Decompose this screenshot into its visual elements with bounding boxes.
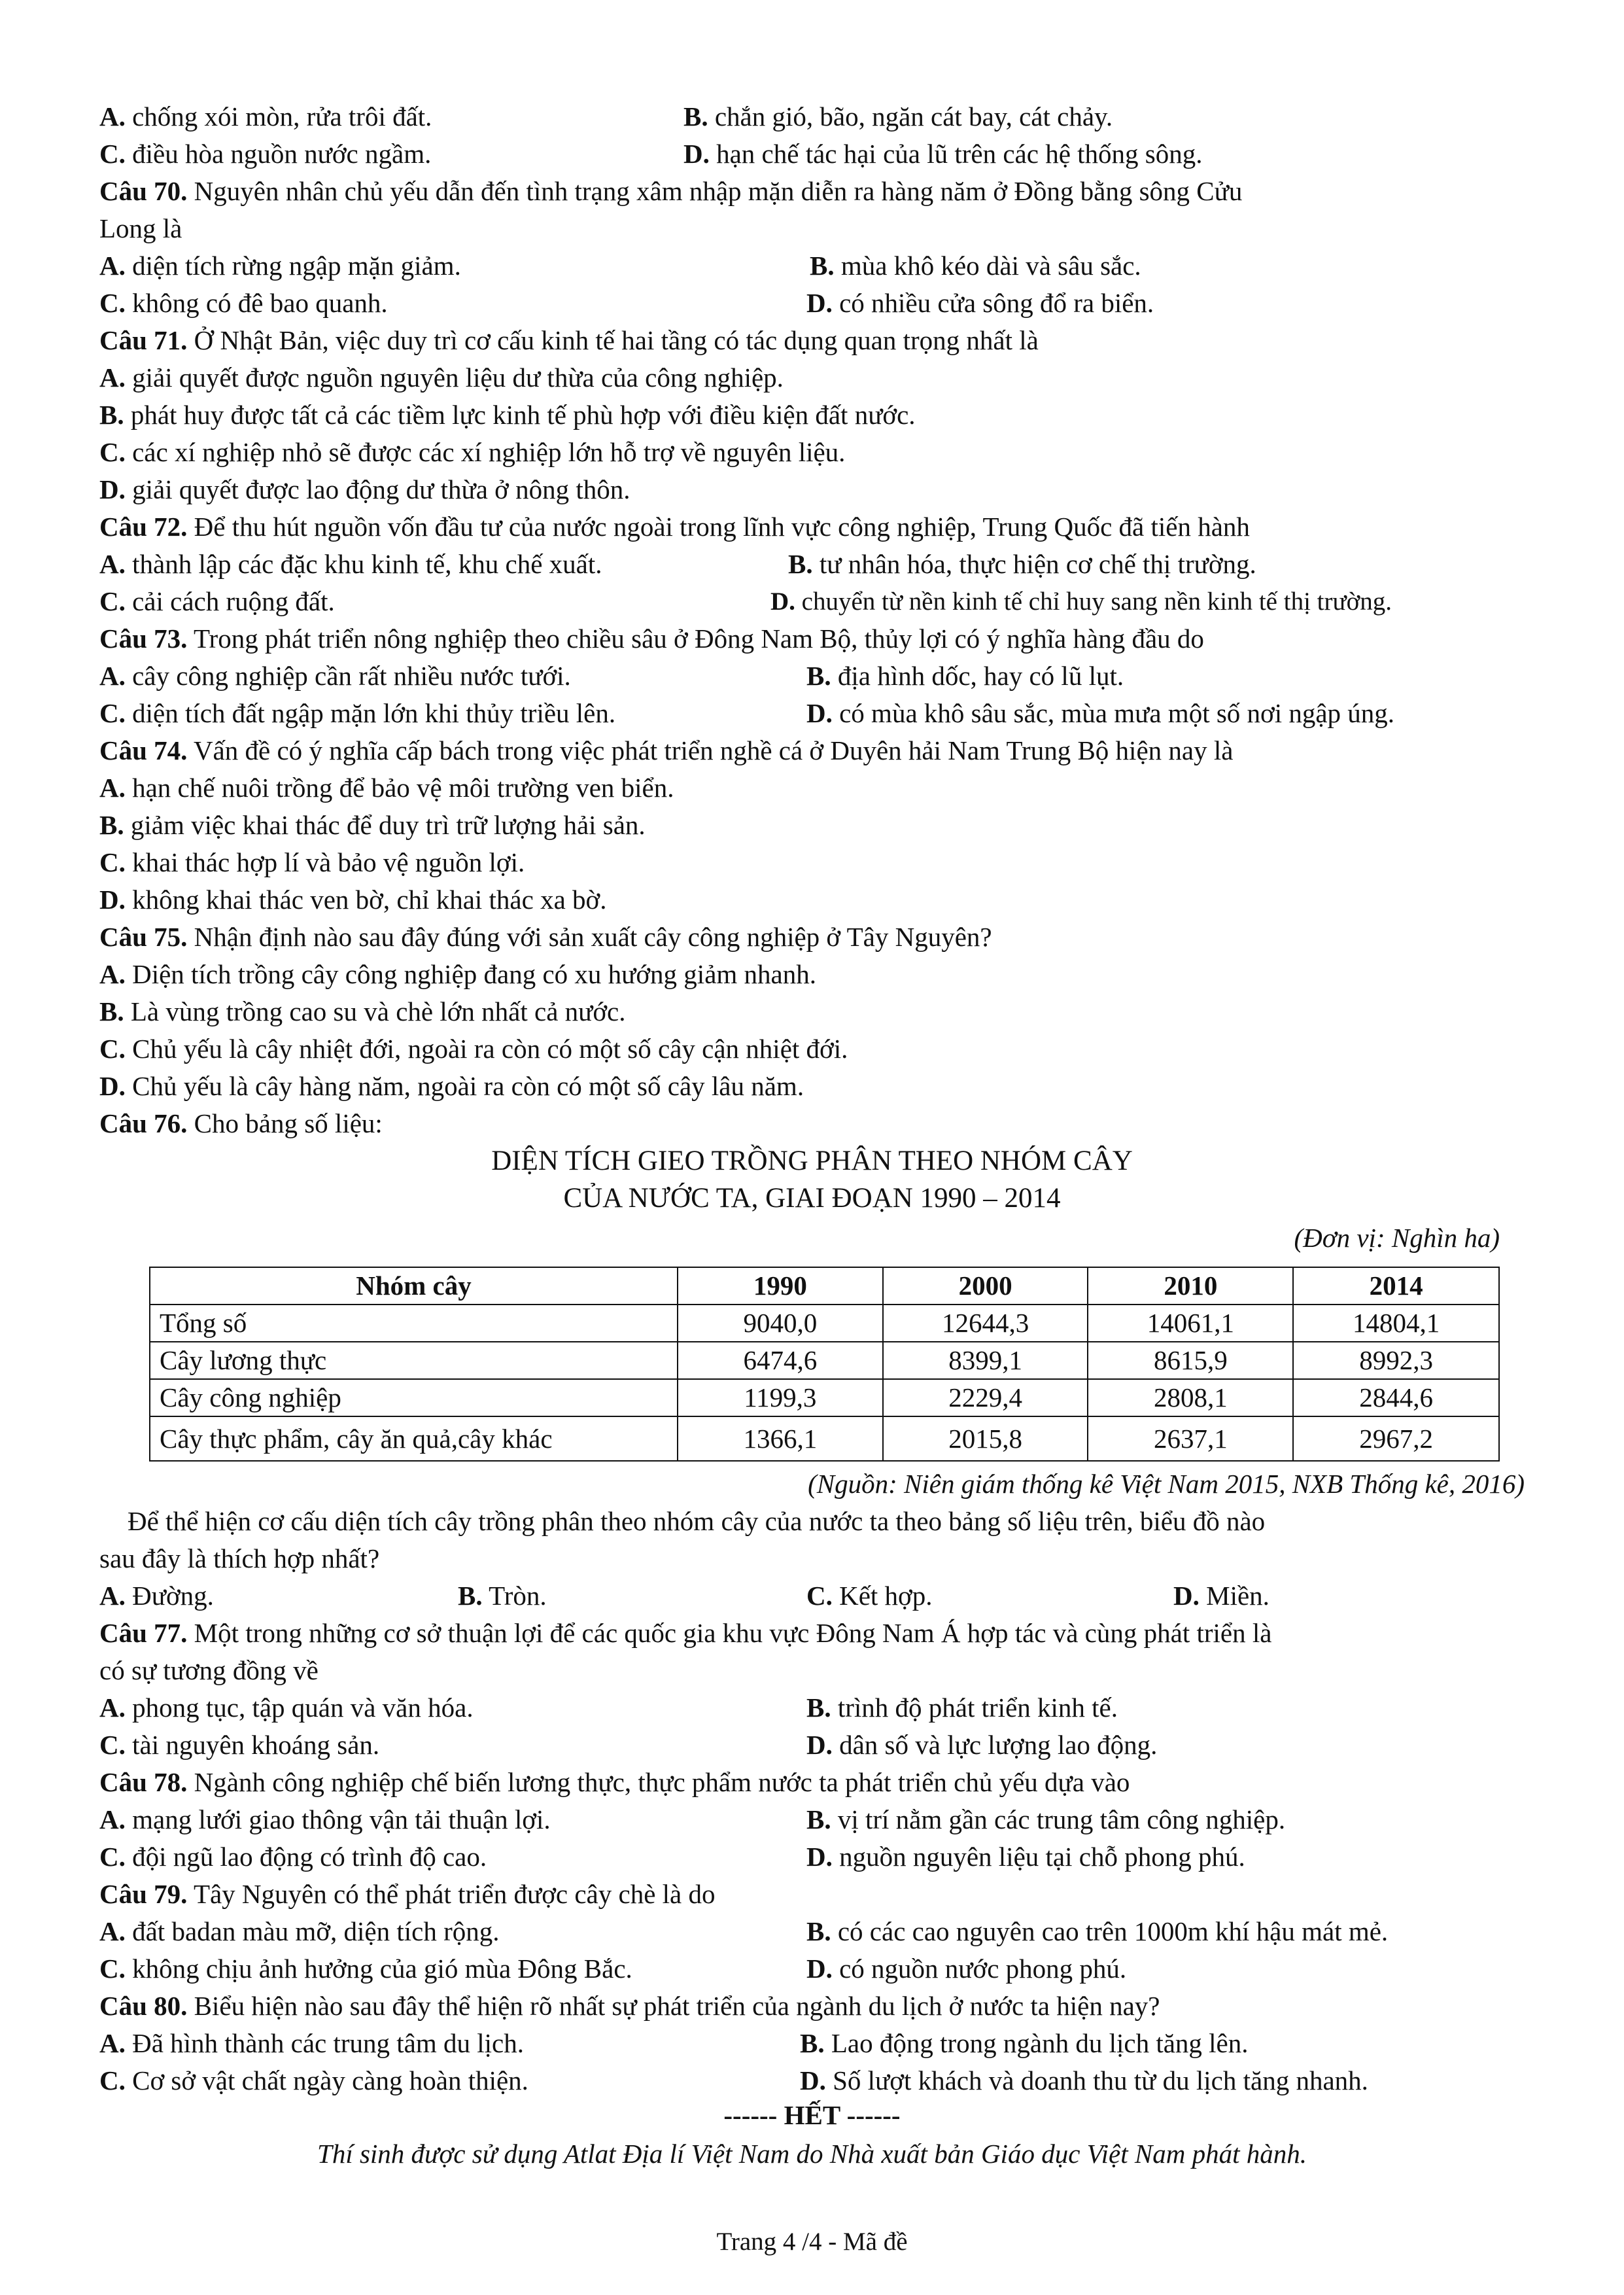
table-cell: 8615,9	[1088, 1342, 1293, 1379]
option-c: C. đội ngũ lao động có trình độ cao.	[99, 1842, 487, 1872]
option-b: B. Là vùng trồng cao su và chè lớn nhất cả nước.	[99, 996, 626, 1026]
data-table	[149, 1267, 1500, 1462]
question-77: Câu 77. Một trong những cơ sở thuận lợi để các quốc gia khu vực Đông Nam Á hợp tác và cùng phát triển là	[99, 1618, 1272, 1648]
option-a: A. diện tích rừng ngập mặn giảm.	[99, 251, 461, 281]
end-marker: ------ HẾT ------	[723, 2100, 901, 2130]
option-d: D. giải quyết được lao động dư thừa ở nông thôn.	[99, 474, 631, 504]
option-b: B. mùa khô kéo dài và sâu sắc.	[810, 251, 1141, 281]
option-c: C. cải cách ruộng đất.	[99, 586, 335, 616]
table-cell: 14061,1	[1088, 1305, 1293, 1342]
table-row	[150, 1342, 1499, 1379]
option-a: A. chống xói mòn, rửa trôi đất.	[99, 101, 432, 131]
table-cell: 1366,1	[678, 1416, 883, 1461]
option-a: A. thành lập các đặc khu kinh tế, khu chế xuất.	[99, 549, 602, 579]
question-76: Câu 76. Cho bảng số liệu:	[99, 1108, 383, 1138]
table-source: (Nguồn: Niên giám thống kê Việt Nam 2015, NXB Thống kê, 2016)	[808, 1469, 1525, 1499]
table-cell: Cây thực phẩm, cây ăn quả,cây khác	[150, 1416, 678, 1461]
option-b: B. Lao động trong ngành du lịch tăng lên.	[800, 2028, 1249, 2058]
option-d: D. chuyển từ nền kinh tế chỉ huy sang nền kinh tế thị trường.	[770, 587, 1392, 616]
table-cell: Tổng số	[150, 1305, 678, 1342]
table-title: DIỆN TÍCH GIEO TRỒNG PHÂN THEO NHÓM CÂY	[491, 1146, 1133, 1176]
table-cell: 2967,2	[1293, 1416, 1499, 1461]
question-70: Câu 70. Nguyên nhân chủ yếu dẫn đến tình trạng xâm nhập mặn diễn ra hàng năm ở Đồng bằng sông Cửu	[99, 176, 1243, 206]
table-cell: 6474,6	[678, 1342, 883, 1379]
table-cell: 2808,1	[1088, 1379, 1293, 1416]
question-78: Câu 78. Ngành công nghiệp chế biến lương thực, thực phẩm nước ta phát triển chủ yếu dựa vào	[99, 1767, 1130, 1797]
table-cell: 1199,3	[678, 1379, 883, 1416]
option-b: B. trình độ phát triển kinh tế.	[806, 1692, 1118, 1723]
table-header: Nhóm cây	[150, 1267, 678, 1305]
exam-note: Thí sinh được sử dụng Atlat Địa lí Việt Nam do Nhà xuất bản Giáo dục Việt Nam phát hành.	[317, 2139, 1307, 2169]
question-70-cont: Long là	[99, 213, 182, 243]
table-cell: 2637,1	[1088, 1416, 1293, 1461]
option-b: B. Tròn.	[458, 1581, 547, 1611]
table-header-row	[150, 1267, 1499, 1305]
option-d: D. không khai thác ven bờ, chỉ khai thác xa bờ.	[99, 885, 607, 915]
table-subtitle: CỦA NƯỚC TA, GIAI ĐOẠN 1990 – 2014	[563, 1183, 1061, 1214]
table-cell: 14804,1	[1293, 1305, 1499, 1342]
option-c: C. khai thác hợp lí và bảo vệ nguồn lợi.	[99, 847, 525, 877]
question-74: Câu 74. Vấn đề có ý nghĩa cấp bách trong việc phát triển nghề cá ở Duyên hải Nam Trung Bộ hiện nay là	[99, 735, 1234, 765]
option-d: D. nguồn nguyên liệu tại chỗ phong phú.	[806, 1842, 1245, 1872]
option-d: D. có mùa khô sâu sắc, mùa mưa một số nơi ngập úng.	[806, 698, 1395, 728]
option-c: C. tài nguyên khoáng sản.	[99, 1730, 380, 1760]
table-cell: Cây lương thực	[150, 1342, 678, 1379]
option-d: D. có nguồn nước phong phú.	[806, 1953, 1127, 1984]
option-a: A. cây công nghiệp cần rất nhiều nước tưới.	[99, 661, 571, 691]
option-c: C. không chịu ảnh hưởng của gió mùa Đông Bắc.	[99, 1953, 632, 1984]
option-a: A. hạn chế nuôi trồng để bảo vệ môi trường ven biển.	[99, 773, 674, 803]
table-cell: 2015,8	[883, 1416, 1088, 1461]
option-c: C. Cơ sở vật chất ngày càng hoàn thiện.	[99, 2065, 528, 2095]
table-header: 2000	[883, 1267, 1088, 1305]
option-d: D. có nhiều cửa sông đổ ra biển.	[806, 288, 1154, 318]
option-b: B. giảm việc khai thác để duy trì trữ lượng hải sản.	[99, 810, 646, 840]
option-d: D. Số lượt khách và doanh thu từ du lịch tăng nhanh.	[800, 2065, 1368, 2095]
option-a: A. phong tục, tập quán và văn hóa.	[99, 1692, 474, 1723]
table-cell: 8992,3	[1293, 1342, 1499, 1379]
option-d: D. dân số và lực lượng lao động.	[806, 1730, 1158, 1760]
page-footer: Trang 4 /4 - Mã đề	[716, 2228, 908, 2256]
option-b: B. chắn gió, bão, ngăn cát bay, cát chảy.	[683, 101, 1113, 131]
option-a: A. Đã hình thành các trung tâm du lịch.	[99, 2028, 524, 2058]
table-cell: 9040,0	[678, 1305, 883, 1342]
question-80: Câu 80. Biểu hiện nào sau đây thể hiện rõ nhất sự phát triển của ngành du lịch ở nước ta hiện nay?	[99, 1991, 1160, 2021]
table-cell: 12644,3	[883, 1305, 1088, 1342]
question-72: Câu 72. Để thu hút nguồn vốn đầu tư của nước ngoài trong lĩnh vực công nghiệp, Trung Quốc đã tiến hành	[99, 512, 1250, 542]
table-header: 2014	[1293, 1267, 1499, 1305]
table-row	[150, 1416, 1499, 1461]
option-d: D. hạn chế tác hại của lũ trên các hệ thống sông.	[683, 139, 1203, 169]
option-d: D. Miền.	[1173, 1581, 1270, 1611]
option-c: C. các xí nghiệp nhỏ sẽ được các xí nghiệp lớn hỗ trợ về nguyên liệu.	[99, 437, 846, 467]
option-c: C. Chủ yếu là cây nhiệt đới, ngoài ra còn có một số cây cận nhiệt đới.	[99, 1034, 848, 1064]
option-a: A. Đường.	[99, 1581, 214, 1611]
question-75: Câu 75. Nhận định nào sau đây đúng với sản xuất cây công nghiệp ở Tây Nguyên?	[99, 922, 992, 952]
option-c: C. Kết hợp.	[806, 1581, 933, 1611]
question-76-prompt: Để thể hiện cơ cấu diện tích cây trồng phân theo nhóm cây của nước ta theo bảng số liệu trên, biểu đồ nào	[128, 1506, 1266, 1536]
question-76-prompt-cont: sau đây là thích hợp nhất?	[99, 1543, 380, 1573]
table-header: 2010	[1088, 1267, 1293, 1305]
question-79: Câu 79. Tây Nguyên có thể phát triển được cây chè là do	[99, 1879, 716, 1909]
option-b: B. địa hình dốc, hay có lũ lụt.	[806, 661, 1124, 691]
option-c: C. không có đê bao quanh.	[99, 288, 388, 318]
question-71: Câu 71. Ở Nhật Bản, việc duy trì cơ cấu kinh tế hai tầng có tác dụng quan trọng nhất là	[99, 325, 1039, 355]
table-header: 1990	[678, 1267, 883, 1305]
table-cell: Cây công nghiệp	[150, 1379, 678, 1416]
question-73: Câu 73. Trong phát triển nông nghiệp theo chiều sâu ở Đông Nam Bộ, thủy lợi có ý nghĩa hàng đầu do	[99, 623, 1204, 654]
option-a: A. đất badan màu mỡ, diện tích rộng.	[99, 1916, 500, 1946]
option-c: C. điều hòa nguồn nước ngầm.	[99, 139, 432, 169]
table-cell: 2844,6	[1293, 1379, 1499, 1416]
option-b: B. có các cao nguyên cao trên 1000m khí hậu mát mẻ.	[806, 1916, 1389, 1946]
option-a: A. giải quyết được nguồn nguyên liệu dư thừa của công nghiệp.	[99, 362, 784, 393]
option-c: C. diện tích đất ngập mặn lớn khi thủy triều lên.	[99, 698, 616, 728]
option-b: B. phát huy được tất cả các tiềm lực kinh tế phù hợp với điều kiện đất nước.	[99, 400, 916, 430]
table-cell: 8399,1	[883, 1342, 1088, 1379]
table-row	[150, 1305, 1499, 1342]
option-b: B. vị trí nằm gần các trung tâm công nghiệp.	[806, 1804, 1286, 1834]
table-row	[150, 1379, 1499, 1416]
option-a: A. Diện tích trồng cây công nghiệp đang có xu hướng giảm nhanh.	[99, 959, 816, 989]
option-a: A. mạng lưới giao thông vận tải thuận lợi.	[99, 1804, 551, 1834]
option-b: B. tư nhân hóa, thực hiện cơ chế thị trường.	[788, 549, 1256, 579]
table-cell: 2229,4	[883, 1379, 1088, 1416]
table-unit: (Đơn vị: Nghìn ha)	[1294, 1223, 1500, 1253]
question-77-cont: có sự tương đồng về	[99, 1655, 319, 1685]
option-d: D. Chủ yếu là cây hàng năm, ngoài ra còn có một số cây lâu năm.	[99, 1071, 804, 1101]
